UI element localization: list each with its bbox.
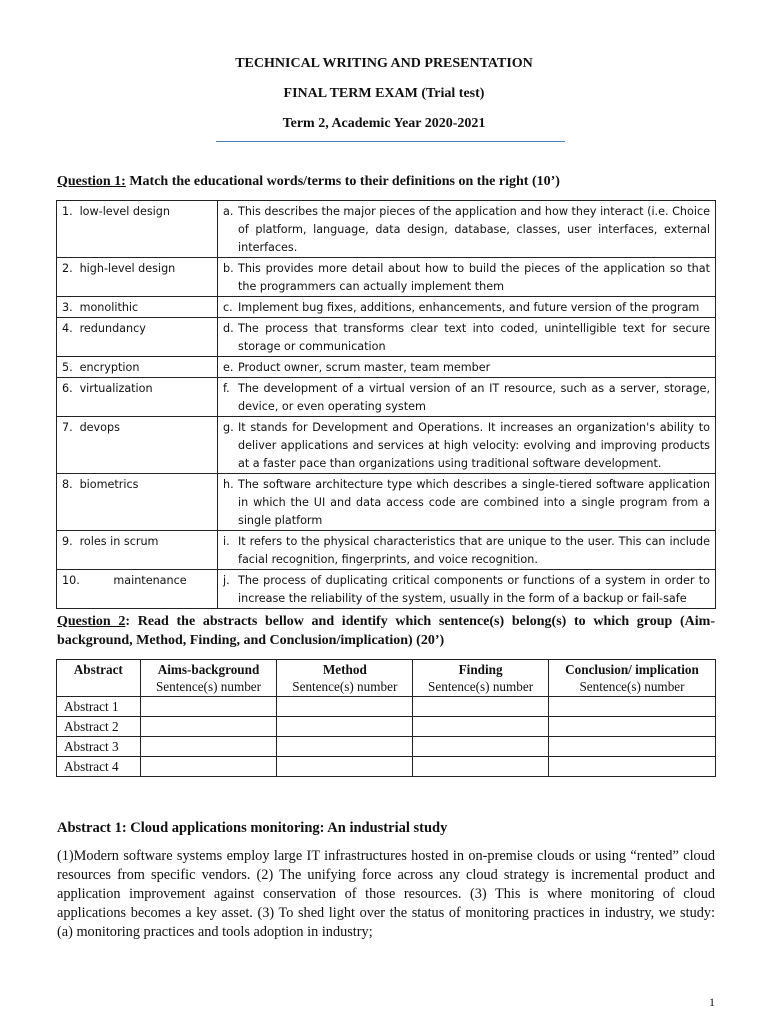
term-number: 8. [62, 478, 73, 491]
term-number: 3. [62, 301, 73, 314]
definition-text: The software architecture type which describes a single-tiered software application in which the UI and data access code are combined into a single program from a single platform [238, 478, 710, 527]
term-number: 5. [62, 361, 73, 374]
matching-row [57, 297, 716, 318]
answer-cell[interactable] [277, 737, 413, 757]
term-text: virtualization [79, 382, 153, 395]
answer-cell[interactable] [548, 757, 715, 777]
answer-header-cell [57, 660, 141, 697]
term-text: devops [79, 421, 120, 434]
matching-row [57, 531, 716, 570]
term-number: 1. [62, 205, 73, 218]
definition-text: It refers to the physical characteristics that are unique to the user. This can include facial recognition, fingerprints, and voice recognition. [238, 535, 710, 566]
answer-row [57, 697, 716, 717]
definition-letter: h. [223, 478, 234, 491]
matching-row [57, 474, 716, 531]
column-subtitle: Sentence(s) number [155, 679, 262, 694]
definition-cell [218, 474, 716, 531]
abstract-label: Abstract 4 [57, 757, 141, 777]
term-text: monolithic [79, 301, 139, 314]
matching-row [57, 357, 716, 378]
definition-text: The development of a virtual version of an IT resource, such as a server, storage, device, or even operating system [238, 382, 710, 413]
abstract-label: Abstract 1 [57, 697, 141, 717]
term-text: low-level design [79, 205, 170, 218]
matching-row [57, 201, 716, 258]
term-text: redundancy [79, 322, 146, 335]
answer-table [56, 659, 716, 777]
abstract-label: Abstract 2 [57, 717, 141, 737]
definition-cell [218, 258, 716, 297]
definition-cell [218, 201, 716, 258]
term-cell [57, 378, 218, 417]
answer-cell[interactable] [413, 697, 549, 717]
answer-cell[interactable] [140, 697, 277, 717]
definition-text: The process that transforms clear text into coded, unintelligible text for secure storage or communication [238, 322, 710, 353]
term-number: 9. [62, 535, 73, 548]
answer-cell[interactable] [277, 697, 413, 717]
course-title: TECHNICAL WRITING AND PRESENTATION [235, 56, 533, 71]
exam-title: FINAL TERM EXAM (Trial test) [283, 86, 485, 101]
answer-cell[interactable] [140, 757, 277, 777]
column-title: Aims-background [157, 662, 260, 677]
answer-cell[interactable] [548, 737, 715, 757]
definition-text: It stands for Development and Operations. It increases an organization's ability to deliver applications and services at high velocity: evolving and improving products at a faster pace than organizations using traditional software development. [238, 421, 710, 470]
term-text: high-level design [79, 262, 176, 275]
answer-cell[interactable] [548, 717, 715, 737]
answer-header-cell [413, 660, 549, 697]
column-title: Finding [458, 662, 503, 677]
term-cell [57, 417, 218, 474]
matching-row [57, 258, 716, 297]
term-text: roles in scrum [79, 535, 159, 548]
column-title: Conclusion/ implication [565, 662, 699, 677]
term-cell [57, 570, 218, 609]
matching-row [57, 570, 716, 609]
column-subtitle: Sentence(s) number [579, 679, 685, 694]
definition-letter: f. [223, 382, 230, 395]
definition-cell [218, 357, 716, 378]
answer-row [57, 717, 716, 737]
definition-cell [218, 318, 716, 357]
answer-cell[interactable] [548, 697, 715, 717]
term-number: 2. [62, 262, 73, 275]
term-number: 7. [62, 421, 73, 434]
term-number: 4. [62, 322, 73, 335]
abstract-label: Abstract 3 [57, 737, 141, 757]
abstract-1-title: Abstract 1: Cloud applications monitoring: An industrial study [57, 820, 448, 836]
term-text: biometrics [79, 478, 139, 491]
answer-cell[interactable] [140, 717, 277, 737]
question-2-label: Question 2 [57, 614, 126, 629]
column-title: Abstract [73, 662, 123, 677]
term-cell [57, 297, 218, 318]
answer-header-cell [140, 660, 277, 697]
question-1-label: Question 1: [57, 174, 126, 189]
term-cell [57, 474, 218, 531]
page-number: 1 [709, 995, 715, 1009]
term-number: 6. [62, 382, 73, 395]
term-text: encryption [79, 361, 140, 374]
question-2-text: : Read the abstracts bellow and identify which sentence(s) belong(s) to which group (Aim-background, Method, Finding, and Conclusion/implication) (20’) [57, 614, 716, 648]
answer-cell[interactable] [413, 717, 549, 737]
definition-cell [218, 297, 716, 318]
question-1-heading [57, 174, 560, 190]
answer-row [57, 737, 716, 757]
term-line: Term 2, Academic Year 2020-2021 [282, 116, 486, 131]
definition-letter: e. [223, 361, 234, 374]
column-subtitle: Sentence(s) number [428, 679, 534, 694]
matching-row [57, 378, 716, 417]
matching-row [57, 417, 716, 474]
answer-cell[interactable] [277, 717, 413, 737]
term-number: 10. [62, 574, 80, 587]
definition-cell [218, 417, 716, 474]
term-cell [57, 531, 218, 570]
answer-cell[interactable] [413, 757, 549, 777]
definition-letter: j. [223, 574, 230, 587]
matching-row [57, 318, 716, 357]
answer-header-cell [277, 660, 413, 697]
answer-header-cell [548, 660, 715, 697]
answer-cell[interactable] [413, 737, 549, 757]
abstract-1-text: (1)Modern software systems employ large IT infrastructures hosted in on-premise clouds or using “rented” cloud resources from specific vendors. (2) The unifying force across any cloud strategy is incremental product and application improvement against conservation of those resources. (3) This is where monitoring of cloud applications becomes a key asset. (3) To shed light over the status of monitoring practices in industry, we study: (a) monitoring practices and tools adoption in industry; [57, 848, 715, 940]
definition-text: The process of duplicating critical components or functions of a system in order to increase the reliability of the system, usually in the form of a backup or fail-safe [238, 574, 710, 605]
term-cell [57, 318, 218, 357]
definition-cell [218, 378, 716, 417]
definition-cell [218, 531, 716, 570]
term-cell [57, 357, 218, 378]
term-text: maintenance [113, 574, 187, 587]
answer-cell[interactable] [140, 737, 277, 757]
question-1-text: Match the educational words/terms to their definitions on the right (10’) [125, 174, 560, 189]
definition-letter: g. [223, 421, 234, 434]
question-2-heading [57, 612, 715, 650]
definition-letter: d. [223, 322, 234, 335]
answer-cell[interactable] [277, 757, 413, 777]
column-title: Method [322, 662, 367, 677]
matching-table [56, 200, 716, 609]
definition-text: Product owner, scrum master, team member [238, 361, 491, 374]
definition-text: Implement bug fixes, additions, enhancements, and future version of the program [238, 301, 700, 314]
definition-text: This provides more detail about how to build the pieces of the application so that the programmers can actually implement them [238, 262, 710, 293]
definition-letter: a. [223, 205, 234, 218]
term-cell [57, 258, 218, 297]
definition-text: This describes the major pieces of the application and how they interact (i.e. Choice of platform, language, data design, database, classes, user interfaces, external interfaces. [238, 205, 710, 254]
header-divider [216, 141, 565, 142]
definition-cell [218, 570, 716, 609]
term-cell [57, 201, 218, 258]
column-subtitle: Sentence(s) number [292, 679, 398, 694]
definition-letter: c. [223, 301, 233, 314]
definition-letter: b. [223, 262, 234, 275]
answer-row [57, 757, 716, 777]
definition-letter: i. [223, 535, 230, 548]
